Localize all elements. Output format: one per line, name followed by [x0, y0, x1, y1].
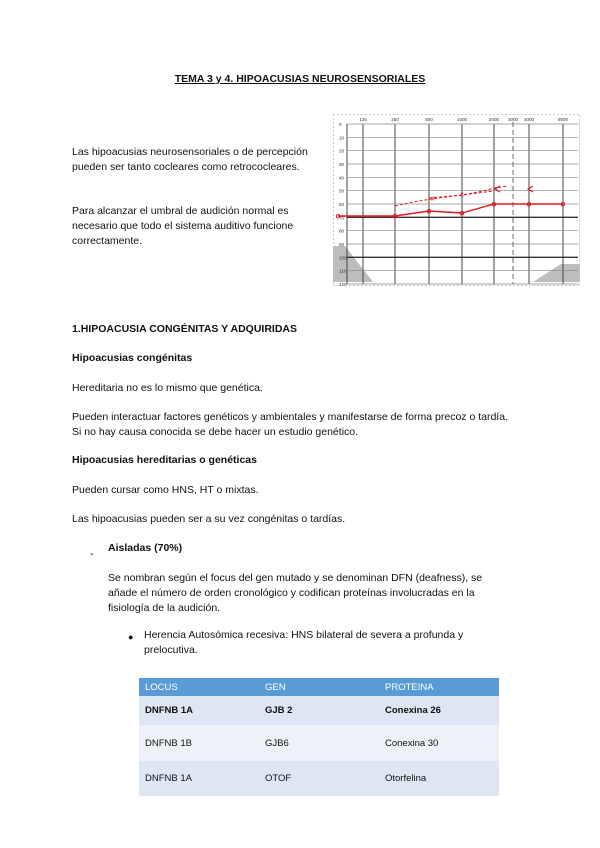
x-marker: x: [431, 195, 435, 203]
frequency-label: 250: [391, 117, 399, 122]
table-row: [139, 725, 499, 761]
bullet-icon: ●: [128, 632, 134, 642]
o-marker: o: [335, 211, 341, 221]
frequency-label: 3000: [507, 117, 519, 122]
cell-locus: DNFNB 1A: [139, 696, 259, 725]
table-row: [139, 761, 499, 796]
cell-proteina: Conexina 30: [379, 725, 499, 761]
paragraph-cursar: Pueden cursar como HNS, HT o mixtas.: [72, 484, 259, 496]
header-locus: LOCUS: [139, 678, 259, 696]
db-label: 110: [339, 268, 347, 274]
frequency-label: 1000: [456, 117, 468, 122]
db-label: 120: [339, 282, 347, 286]
list-item-aisladas: Aisladas (70%): [108, 542, 183, 554]
frequency-label: 500: [425, 117, 433, 122]
header-proteina: PROTEINA: [379, 678, 499, 696]
db-label: 20: [339, 148, 345, 154]
cell-gen: OTOF: [259, 761, 379, 796]
db-label: 90: [339, 242, 345, 247]
cell-locus: DNFNB 1A: [139, 761, 259, 796]
bullet-herencia-text: Herencia Autosómica recesiva: HNS bilateral de severa a profunda y prelocutiva.: [144, 629, 464, 656]
cell-gen: GJB 2: [259, 696, 379, 725]
db-label: 100: [339, 255, 347, 261]
cell-proteina: Otorfelina: [379, 761, 499, 796]
audiogram-figure: [333, 114, 580, 286]
o-marker: o: [560, 199, 566, 209]
frequency-label: 125: [359, 117, 367, 122]
list-dash-marker: -: [90, 548, 94, 560]
frequency-label: 4000: [523, 117, 535, 122]
db-label: 80: [339, 228, 345, 234]
db-label: 10: [339, 135, 345, 141]
section-heading-congenitas-adquiridas: 1.HIPOACUSIA CONGÉNITAS Y ADQUIRIDAS: [72, 323, 298, 335]
paragraph-nombran: Se nombran según el focus del gen mutado y se denominan DFN (deafness), se añade el número de orden cronológico y codifican proteínas involucradas en la fisiología de la audición.: [108, 572, 483, 614]
table-row: [139, 696, 499, 725]
page-title: TEMA 3 y 4. HIPOACUSIAS NEUROSENSORIALES: [174, 73, 426, 85]
subheading-hereditarias: Hipoacusias hereditarias o genéticas: [72, 454, 257, 466]
o-marker: o: [392, 211, 398, 221]
o-marker: o: [426, 206, 432, 216]
genes-table: [139, 678, 499, 796]
db-label: 0: [339, 122, 342, 127]
paragraph-congenitas-tardias: Las hipoacusias pueden ser a su vez congénitas o tardías.: [72, 513, 346, 525]
table-header-row: [139, 678, 499, 696]
db-label: 40: [339, 175, 345, 181]
frequency-label: 8000: [557, 117, 569, 122]
db-label: 30: [339, 162, 345, 167]
intro-paragraph-1: Las hipoacusias neurosensoriales o de percepción pueden ser tanto cocleares como retrococleares.: [72, 146, 308, 173]
cell-locus: DNFNB 1B: [139, 725, 259, 761]
db-label: 70: [339, 215, 345, 221]
cell-gen: GJB6: [259, 725, 379, 761]
o-marker: o: [491, 199, 497, 209]
o-marker: o: [459, 208, 465, 218]
frequency-label: 2000: [488, 117, 500, 122]
db-label: 60: [339, 202, 345, 207]
subheading-congenitas: Hipoacusias congénitas: [72, 352, 193, 364]
o-marker: o: [526, 199, 532, 209]
paragraph-factores: Pueden interactuar factores genéticos y ambientales y manifestarse de forma precoz o tardía. Si no hay causa conocida se debe hacer un estudio genético.: [72, 411, 508, 438]
x-marker: x: [460, 191, 464, 199]
paragraph-hereditaria: Hereditaria no es lo mismo que genética.: [72, 382, 263, 394]
db-label: 50: [339, 188, 345, 194]
intro-paragraph-2: Para alcanzar el umbral de audición normal es necesario que todo el sistema auditivo funcione correctamente.: [72, 205, 294, 247]
header-gen: GEN: [259, 678, 379, 696]
cell-proteina: Conexina 26: [379, 696, 499, 725]
